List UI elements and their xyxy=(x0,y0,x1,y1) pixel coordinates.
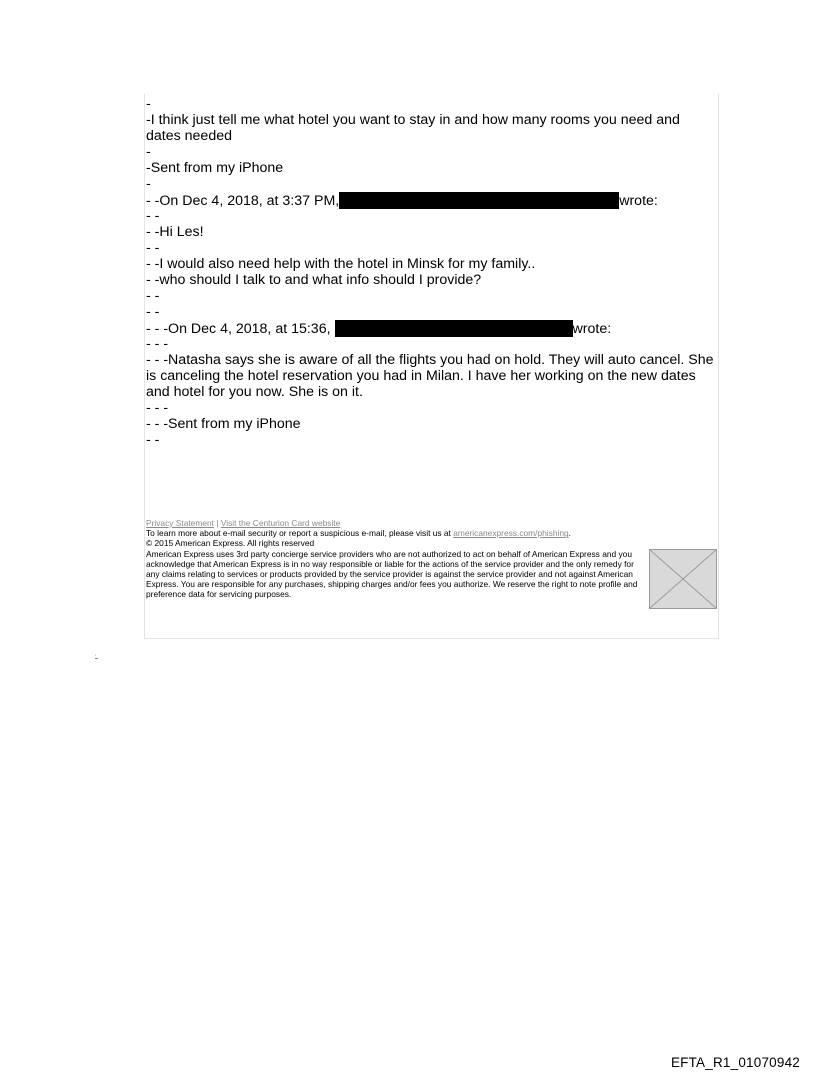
reply-header-date: - - -On Dec 4, 2018, at 15:36, xyxy=(146,321,331,337)
redaction-block xyxy=(339,192,619,209)
centurion-website-link[interactable]: Visit the Centurion Card website xyxy=(220,518,341,528)
signature-line: -Sent from my iPhone xyxy=(146,160,284,176)
quoted-line: - - xyxy=(146,240,160,256)
reply-header-date: - -On Dec 4, 2018, at 3:37 PM, xyxy=(146,193,340,209)
email-body xyxy=(146,96,716,448)
quoted-line: - - xyxy=(146,288,160,304)
message-line: - -who should I talk to and what info should I provide? xyxy=(146,272,482,288)
reply-header-line xyxy=(146,320,716,336)
image-placeholder-cross xyxy=(650,550,716,608)
reply-header-wrote: wrote: xyxy=(619,193,658,209)
security-notice xyxy=(146,528,718,538)
privacy-statement-link[interactable]: Privacy Statement xyxy=(146,518,214,528)
security-text: To learn more about e-mail security or report a suspicious e-mail, please visit us at xyxy=(146,528,451,539)
footer-links xyxy=(146,518,718,528)
quoted-line: - - - xyxy=(146,336,169,352)
quoted-line: - - xyxy=(146,208,160,224)
quoted-line: - - xyxy=(146,304,160,320)
phishing-link[interactable]: americanexpress.com/phishing xyxy=(453,528,569,539)
bates-number: EFTA_R1_01070942 xyxy=(670,1055,800,1070)
security-period: . xyxy=(568,528,571,539)
reply-header-line xyxy=(146,192,716,208)
quoted-line: - - xyxy=(146,432,160,448)
broken-image-icon xyxy=(649,549,717,609)
message-paragraph: - - -Natasha says she is aware of all the flights you had on hold. They will auto cancel. She is canceling the hotel reservation you had in Milan. I have her working on the new dates and hotel for you now. She is on it. xyxy=(146,352,714,400)
footer-separator: | xyxy=(216,518,219,528)
copyright-text: © 2015 American Express. All rights reserved xyxy=(146,538,315,549)
email-footer xyxy=(146,518,718,600)
scan-artifact: ▪ ▬ xyxy=(95,653,98,660)
signature-line: - - -Sent from my iPhone xyxy=(146,416,301,432)
quoted-line: - - - xyxy=(146,400,169,416)
redaction-block xyxy=(335,320,573,337)
quoted-line: -I think just tell me what hotel you want to stay in and how many rooms you need and dates needed xyxy=(146,112,680,144)
quoted-line: - xyxy=(146,176,151,192)
legal-disclaimer: American Express uses 3rd party concierge service providers who are not authorized to act on behalf of American Express and you acknowledge that American Express is in no way responsible or liable for the actions of the service provider and the only remedy for any claims relating to services or products provided by the service provider is against the service provider and not against American Express. You are responsible for any purchases, shipping charges and/or fees you authorize. We reserve the right to note profile and preference data for servicing purposes. xyxy=(146,548,638,600)
reply-header-wrote: wrote: xyxy=(572,321,612,337)
quoted-line: - xyxy=(146,96,151,112)
quoted-line: - xyxy=(146,144,151,160)
greeting-line: - -Hi Les! xyxy=(146,224,204,240)
message-line: - -I would also need help with the hotel in Minsk for my family.. xyxy=(146,256,536,272)
